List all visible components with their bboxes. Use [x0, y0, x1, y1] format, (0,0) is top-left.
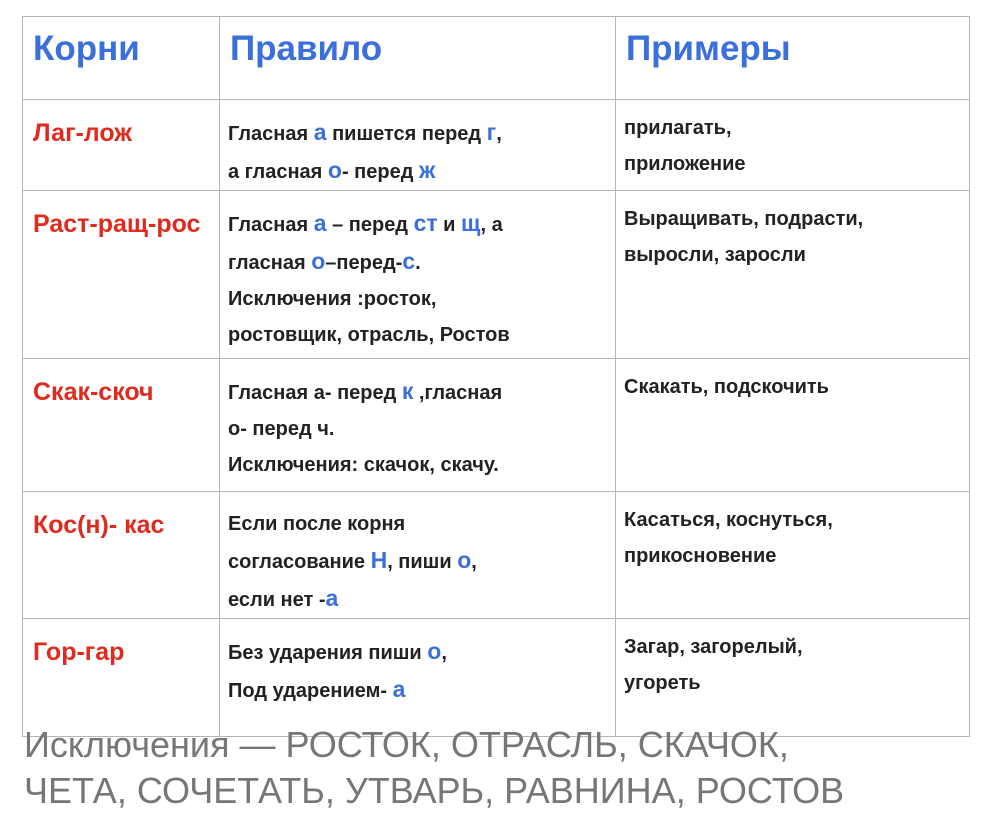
rule-fragment: Гласная	[228, 123, 314, 145]
examples-cell	[616, 100, 970, 191]
highlighted-letter: с	[402, 248, 416, 274]
table-row	[23, 191, 970, 359]
examples-cell	[616, 191, 970, 359]
rule-fragment: , пиши	[387, 551, 458, 573]
rule-fragment: Под ударением-	[228, 680, 393, 702]
example-line: Загар, загорелый,	[624, 636, 803, 658]
header-roots	[23, 17, 220, 100]
rule-cell	[220, 100, 616, 191]
table-row	[23, 619, 970, 737]
rule-cell	[220, 359, 616, 492]
root-label: Скак-скоч	[33, 378, 154, 406]
examples-cell	[616, 619, 970, 737]
rule-fragment: ,	[441, 642, 447, 664]
example-line: Касаться, коснуться,	[624, 509, 833, 531]
example-line: прилагать,	[624, 117, 732, 139]
examples-cell	[616, 359, 970, 492]
rule-fragment: .	[415, 252, 421, 274]
examples-text	[616, 359, 969, 405]
rule-fragment: Исключения: скачок, скачу.	[228, 454, 499, 476]
table-row	[23, 100, 970, 191]
highlighted-letter: о	[427, 638, 442, 664]
exceptions-footer	[24, 722, 984, 814]
rule-cell	[220, 619, 616, 737]
root-cell	[23, 619, 220, 737]
rule-fragment: Гласная а- перед	[228, 382, 402, 404]
header-examples	[616, 17, 970, 100]
rule-fragment: о- перед ч.	[228, 418, 335, 440]
rule-fragment: ростовщик, отрасль, Ростов	[228, 324, 510, 346]
rule-fragment: ,	[496, 123, 502, 145]
highlighted-letter: а	[313, 119, 327, 145]
rule-fragment: и	[437, 214, 462, 236]
highlighted-letter: щ	[461, 210, 481, 236]
rule-fragment: ,гласная	[413, 382, 503, 404]
highlighted-letter: а	[325, 585, 339, 611]
examples-text	[616, 619, 969, 701]
rule-fragment: - перед	[341, 161, 419, 183]
highlighted-letter: о	[327, 157, 342, 183]
root-label: Гор-гар	[33, 638, 125, 666]
examples-text	[616, 191, 969, 273]
examples-text	[616, 100, 969, 182]
root-cell	[23, 359, 220, 492]
example-line: выросли, заросли	[624, 244, 806, 266]
rule-fragment: гласная	[228, 252, 312, 274]
highlighted-letter: о	[311, 248, 326, 274]
header-rule-label: Правило	[230, 29, 383, 68]
rule-text	[220, 191, 615, 353]
root-cell	[23, 492, 220, 619]
rule-fragment: – перед	[326, 214, 414, 236]
highlighted-letter: Н	[370, 547, 388, 573]
rule-text	[220, 619, 615, 709]
examples-text	[616, 492, 969, 574]
roots-rules-table	[22, 16, 970, 737]
rule-fragment: –перед-	[325, 252, 403, 274]
example-line: прикосновение	[624, 545, 777, 567]
highlighted-letter: о	[457, 547, 472, 573]
highlighted-letter: ст	[413, 210, 438, 236]
highlighted-letter: а	[392, 676, 406, 702]
example-line: угореть	[624, 672, 701, 694]
rule-fragment: Если после корня	[228, 513, 406, 535]
rule-fragment: согласование	[228, 551, 371, 573]
table-row	[23, 359, 970, 492]
highlighted-letter: к	[401, 378, 414, 404]
rule-fragment: пишется перед	[326, 123, 487, 145]
header-examples-label: Примеры	[626, 29, 791, 68]
root-cell	[23, 100, 220, 191]
rule-text	[220, 492, 615, 618]
example-line: Скакать, подскочить	[624, 376, 829, 398]
example-line: Выращивать, подрасти,	[624, 208, 864, 230]
rule-fragment: Исключения :росток,	[228, 288, 437, 310]
example-line: приложение	[624, 153, 746, 175]
header-row	[23, 17, 970, 100]
rule-fragment: ,	[471, 551, 477, 573]
examples-cell	[616, 492, 970, 619]
rule-fragment: , а	[480, 214, 503, 236]
rule-fragment: если нет -	[228, 589, 326, 611]
rule-fragment: а гласная	[228, 161, 328, 183]
root-label: Лаг-лож	[33, 119, 133, 147]
rule-fragment: Без ударения пиши	[228, 642, 428, 664]
exceptions-line-2: ЧЕТА, СОЧЕТАТЬ, УТВАРЬ, РАВНИНА, РОСТОВ	[24, 770, 845, 811]
rule-fragment: Гласная	[228, 214, 314, 236]
rule-text	[220, 100, 615, 190]
root-cell	[23, 191, 220, 359]
header-rule	[220, 17, 616, 100]
highlighted-letter: г	[486, 119, 497, 145]
header-roots-label: Корни	[33, 29, 140, 68]
rule-cell	[220, 492, 616, 619]
highlighted-letter: а	[313, 210, 327, 236]
exceptions-line-1: Исключения — РОСТОК, ОТРАСЛЬ, СКАЧОК,	[24, 724, 789, 765]
table-row	[23, 492, 970, 619]
rule-text	[220, 359, 615, 483]
highlighted-letter: ж	[418, 157, 436, 183]
root-label: Раст-ращ-рос	[33, 210, 201, 238]
root-label: Кос(н)- кас	[33, 511, 165, 539]
rule-cell	[220, 191, 616, 359]
